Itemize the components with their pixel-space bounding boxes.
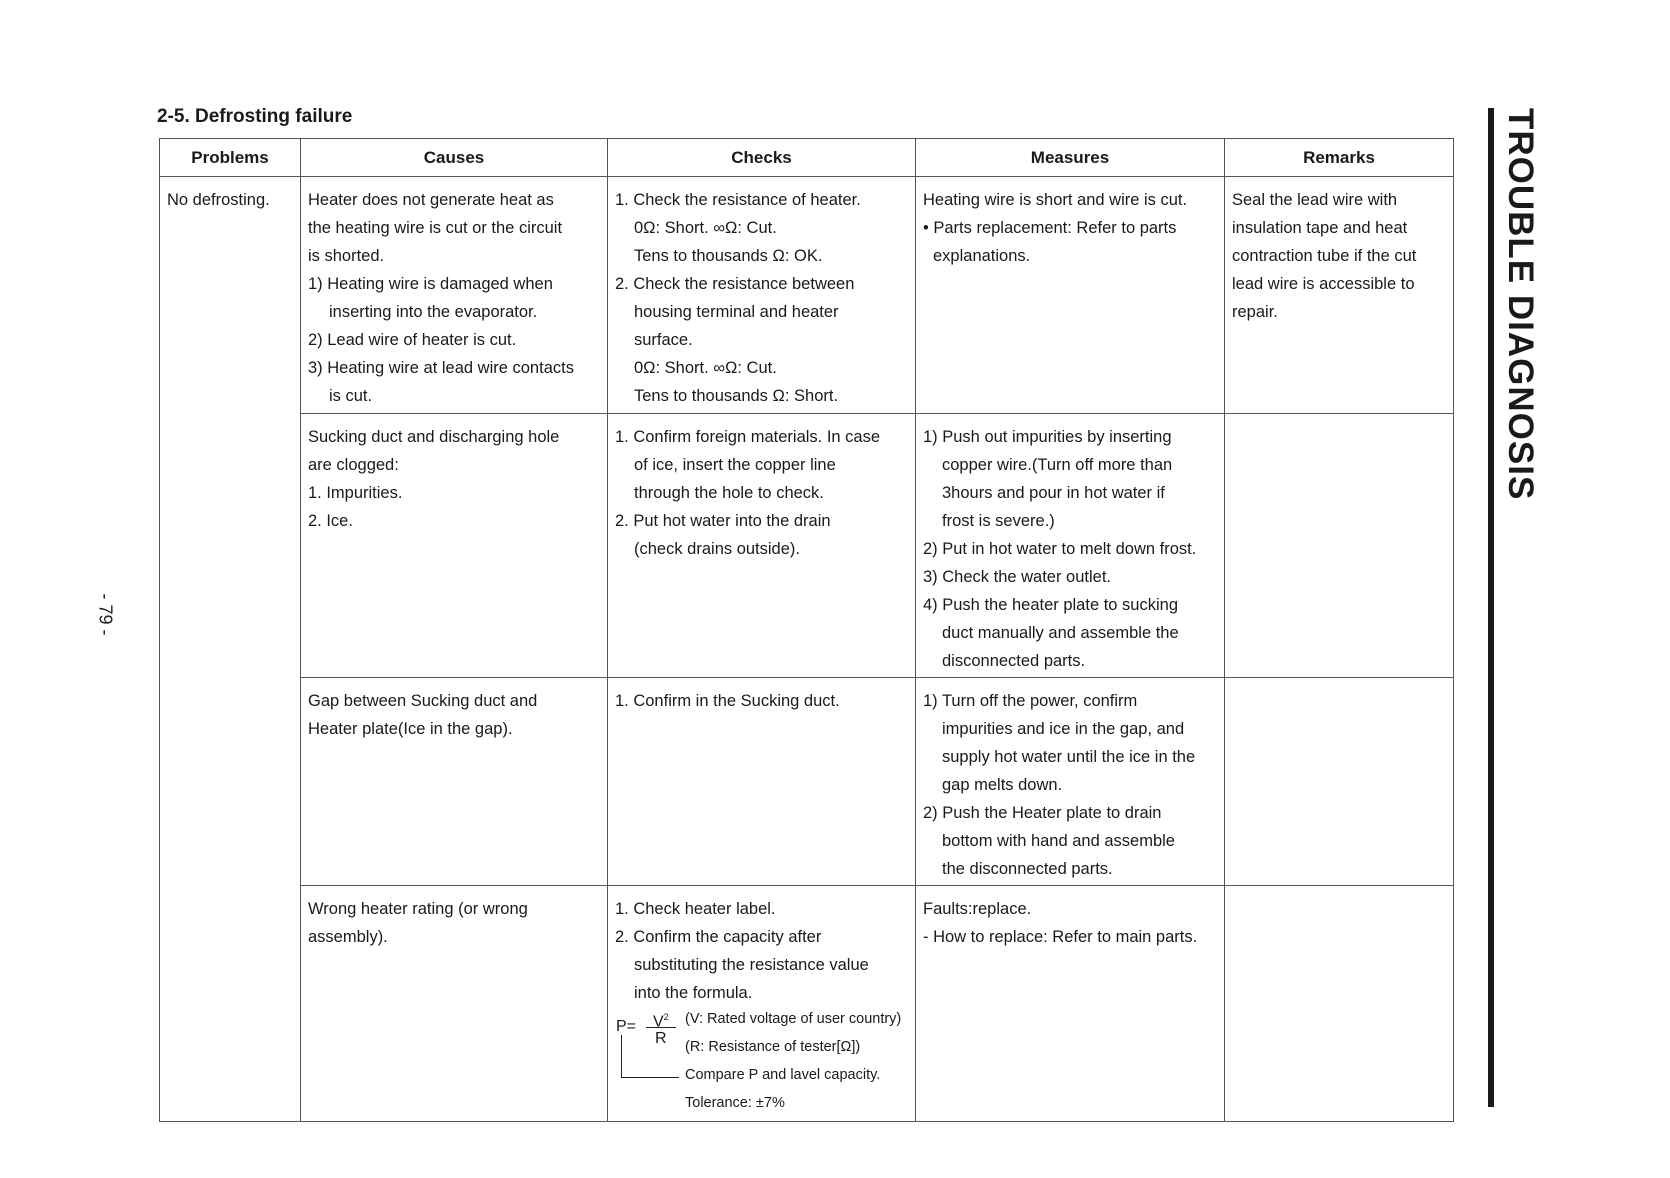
cause-line: 1. Impurities.	[308, 484, 403, 502]
remarks-cell	[1225, 177, 1454, 414]
causes-cell	[301, 678, 608, 886]
check-line: Tens to thousands Ω: OK.	[634, 247, 823, 265]
cause-line: the heating wire is cut or the circuit	[308, 219, 563, 237]
check-line: Tens to thousands Ω: Short.	[634, 387, 839, 405]
cause-line: 1) Heating wire is damaged when	[308, 275, 553, 293]
measure-line: Heating wire is short and wire is cut.	[923, 191, 1188, 209]
remark-line: contraction tube if the cut	[1232, 247, 1417, 265]
cause-line: assembly).	[308, 928, 388, 946]
checks-cell	[608, 678, 916, 886]
cause-line: inserting into the evaporator.	[329, 303, 538, 321]
measure-line: 2) Push the Heater plate to drain	[923, 804, 1162, 822]
cause-line: 2. Ice.	[308, 512, 353, 530]
measure-line: bottom with hand and assemble	[942, 832, 1175, 850]
measures-cell	[916, 177, 1225, 414]
table-row	[160, 886, 1454, 1122]
measure-line: - How to replace: Refer to main parts.	[923, 928, 1198, 946]
check-line: into the formula.	[634, 984, 753, 1002]
check-line: 0Ω: Short. ∞Ω: Cut.	[634, 219, 777, 237]
measures-cell	[916, 414, 1225, 678]
formula-v: V	[653, 1013, 664, 1031]
header-checks: Checks	[608, 139, 916, 177]
check-line: of ice, insert the copper line	[634, 456, 836, 474]
measure-line: copper wire.(Turn off more than	[942, 456, 1173, 474]
measure-line: gap melts down.	[942, 776, 1063, 794]
measures-cell	[916, 678, 1225, 886]
check-line: 1. Confirm foreign materials. In case	[615, 428, 881, 446]
measure-line: supply hot water until the ice in the	[942, 748, 1196, 766]
measure-line: 2) Put in hot water to melt down frost.	[923, 540, 1197, 558]
defrosting-failure-table	[159, 138, 1454, 1122]
power-formula	[615, 1009, 911, 1119]
checks-cell	[608, 886, 916, 1122]
table-row	[160, 678, 1454, 886]
measure-line: 3hours and pour in hot water if	[942, 484, 1165, 502]
remarks-cell	[1225, 414, 1454, 678]
causes-cell	[301, 414, 608, 678]
remarks-cell	[1225, 678, 1454, 886]
measure-line: impurities and ice in the gap, and	[942, 720, 1185, 738]
remark-line: insulation tape and heat	[1232, 219, 1408, 237]
check-line: (check drains outside).	[634, 540, 800, 558]
cause-line: is shorted.	[308, 247, 385, 265]
measure-line: disconnected parts.	[942, 652, 1086, 670]
remark-line: repair.	[1232, 303, 1278, 321]
header-problems: Problems	[160, 139, 301, 177]
problem-text: No defrosting.	[167, 191, 270, 209]
formula-note-r: (R: Resistance of tester[Ω])	[685, 1039, 861, 1055]
cause-line: Wrong heater rating (or wrong	[308, 900, 528, 918]
measures-cell	[916, 886, 1225, 1122]
formula-compare: Compare P and lavel capacity.	[685, 1067, 881, 1083]
bracket-vertical-line	[621, 1035, 622, 1077]
side-divider-bar	[1488, 108, 1494, 1107]
remark-line: lead wire is accessible to	[1232, 275, 1415, 293]
check-line: 1. Check heater label.	[615, 900, 776, 918]
check-line: surface.	[634, 331, 693, 349]
table-row	[160, 177, 1454, 414]
formula-tolerance: Tolerance: ±7%	[685, 1095, 785, 1111]
check-line: housing terminal and heater	[634, 303, 839, 321]
check-line: 1. Confirm in the Sucking duct.	[615, 692, 840, 710]
check-line: through the hole to check.	[634, 484, 824, 502]
bracket-horizontal-line	[621, 1077, 679, 1078]
page-number: - 79 -	[95, 593, 116, 636]
cause-line: Gap between Sucking duct and	[308, 692, 538, 710]
table-header-row	[160, 139, 1454, 177]
check-line: 1. Check the resistance of heater.	[615, 191, 861, 209]
cause-line: 2) Lead wire of heater is cut.	[308, 331, 517, 349]
side-title: TROUBLE DIAGNOSIS	[1501, 108, 1540, 501]
formula-denominator: R	[655, 1030, 667, 1047]
remark-line: Seal the lead wire with	[1232, 191, 1398, 209]
header-measures: Measures	[916, 139, 1225, 177]
table-row	[160, 414, 1454, 678]
formula-p: P=	[616, 1018, 637, 1035]
cause-line: Heater plate(Ice in the gap).	[308, 720, 513, 738]
measure-line: 1) Turn off the power, confirm	[923, 692, 1138, 710]
cause-line: are clogged:	[308, 456, 399, 474]
measure-line: 3) Check the water outlet.	[923, 568, 1112, 586]
checks-cell	[608, 414, 916, 678]
formula-exponent: 2	[663, 1012, 669, 1022]
measure-line: Faults:replace.	[923, 900, 1032, 918]
problem-cell	[160, 177, 301, 1122]
measure-line: 4) Push the heater plate to sucking	[923, 596, 1178, 614]
measure-line: 1) Push out impurities by inserting	[923, 428, 1172, 446]
check-line: 2. Check the resistance between	[615, 275, 855, 293]
measure-line: the disconnected parts.	[942, 860, 1113, 878]
measure-line: duct manually and assemble the	[942, 624, 1179, 642]
measure-line: • Parts replacement: Refer to parts	[923, 219, 1177, 237]
header-causes: Causes	[301, 139, 608, 177]
section-title: 2-5. Defrosting failure	[157, 106, 353, 127]
check-line: 2. Confirm the capacity after	[615, 928, 822, 946]
header-remarks: Remarks	[1225, 139, 1454, 177]
check-line: substituting the resistance value	[634, 956, 869, 974]
causes-cell	[301, 177, 608, 414]
check-line: 2. Put hot water into the drain	[615, 512, 831, 530]
remarks-cell	[1225, 886, 1454, 1122]
causes-cell	[301, 886, 608, 1122]
cause-line: 3) Heating wire at lead wire contacts	[308, 359, 574, 377]
formula-note-v: (V: Rated voltage of user country)	[685, 1011, 902, 1027]
cause-line: Sucking duct and discharging hole	[308, 428, 560, 446]
check-line: 0Ω: Short. ∞Ω: Cut.	[634, 359, 777, 377]
cause-line: is cut.	[329, 387, 373, 405]
cause-line: Heater does not generate heat as	[308, 191, 554, 209]
measure-line: explanations.	[933, 247, 1031, 265]
measure-line: frost is severe.)	[942, 512, 1055, 530]
checks-cell	[608, 177, 916, 414]
